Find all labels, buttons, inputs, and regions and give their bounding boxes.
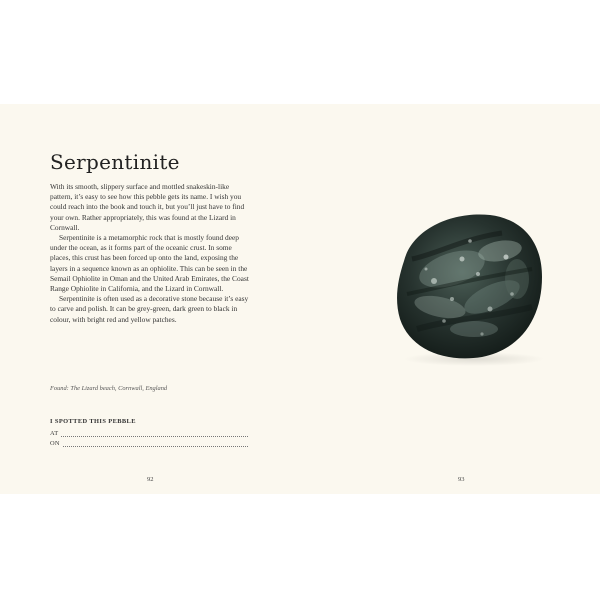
spotted-at-line [61,430,248,437]
body-text [50,182,250,325]
pebble-illustration [382,199,552,369]
page-number-left: 92 [147,476,154,483]
paragraph-geology: Serpentinite is a metamorphic rock that is mostly found deep under the ocean, as it forms part of the oceanic crust. In some places, this crust has been forced up onto the land, exposing the layers in a sequence known as an ophiolite. This can be seen in the Semail Ophiolite in Oman and the United Arab Emirates, the Coast Range Ophiolite in California, and the Lizard in Cornwall. [50,233,249,294]
spotted-at-row [50,427,250,437]
spotted-on-line [63,440,248,447]
spotted-at-label: AT [50,430,59,437]
spotted-on-label: ON [50,440,60,447]
spotted-heading: I SPOTTED THIS PEBBLE [50,418,136,425]
paragraph-intro: With its smooth, slippery surface and mottled snakeskin-like pattern, it’s easy to see how this pebble gets its name. I wish you could reach into the book and touch it, but you’ll just have to find your own. Rather appropriately, this was found at the Lizard in Cornwall. [50,182,245,232]
right-page [300,104,600,494]
spotted-on-row [50,437,250,447]
page-number-right: 93 [458,476,465,483]
page-title: Serpentinite [50,150,180,174]
found-location: Found: The Lizard beach, Cornwall, England [50,385,168,392]
left-page [0,104,300,494]
book-spread [0,104,600,494]
spotted-section [50,418,250,447]
paragraph-uses: Serpentinite is often used as a decorative stone because it’s easy to carve and polish. It can be grey-green, dark green to black in colour, with bright red and yellow patches. [50,294,249,324]
